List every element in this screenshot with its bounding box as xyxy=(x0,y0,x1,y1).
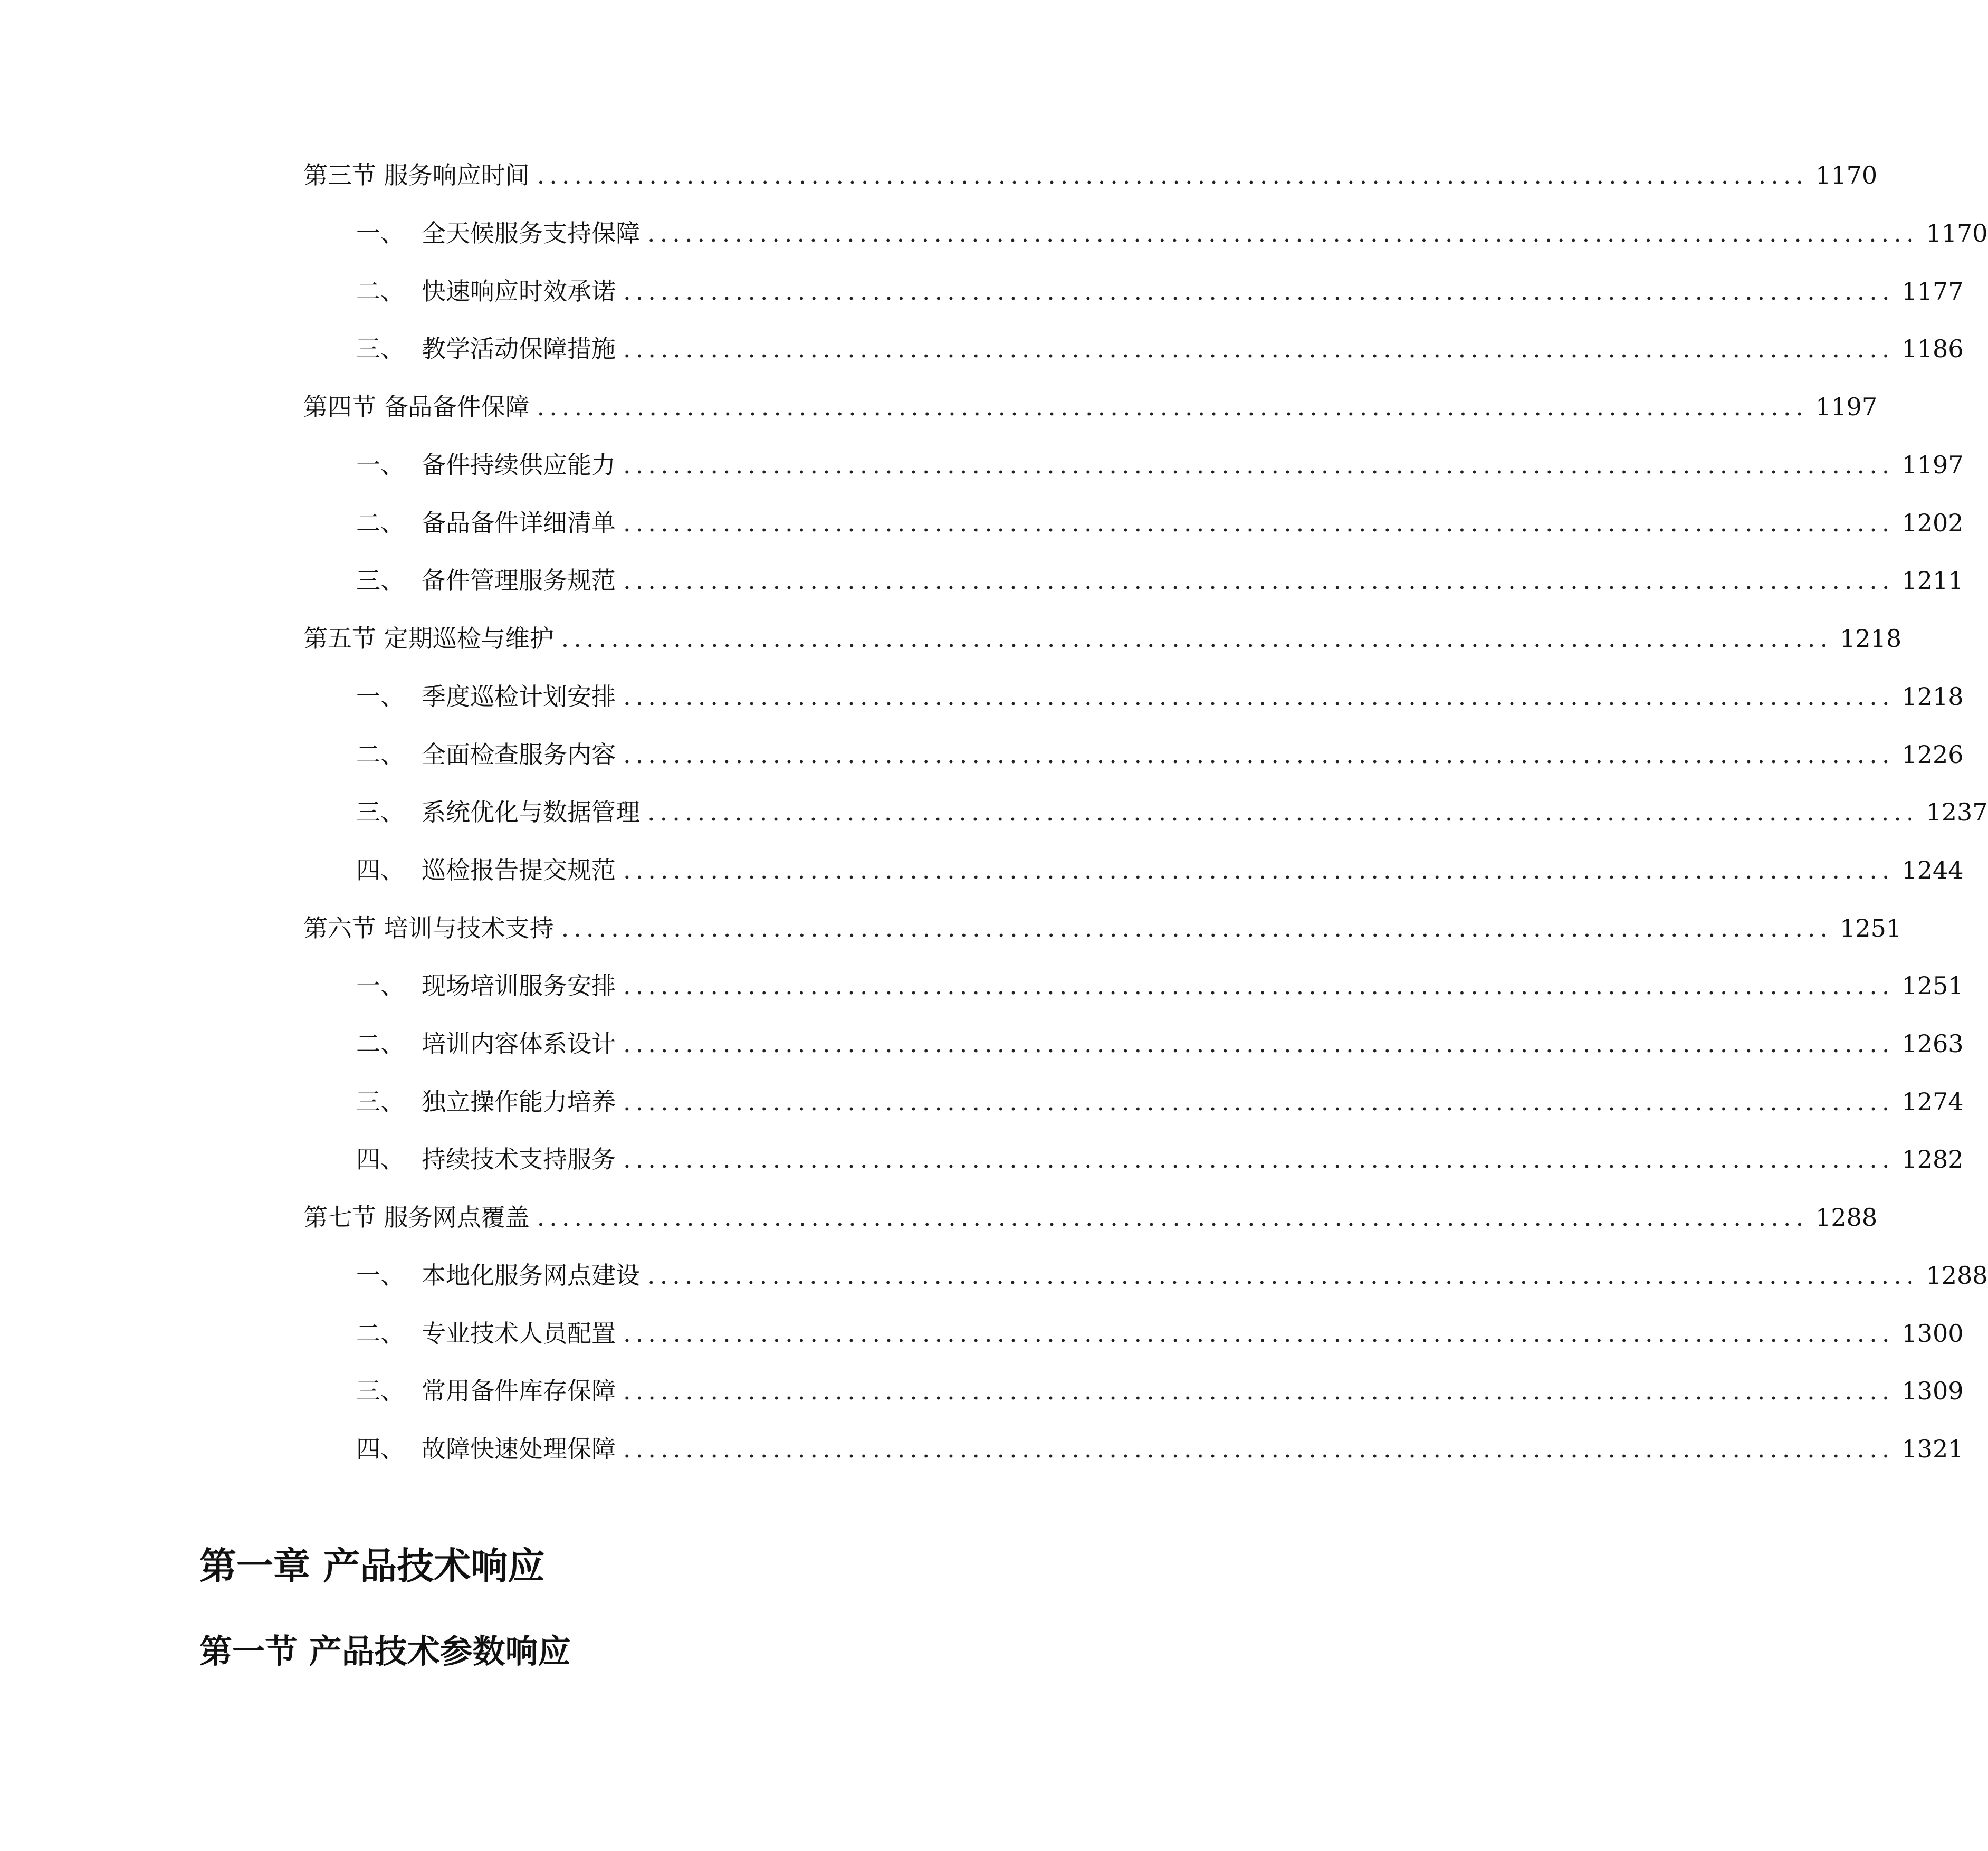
toc-page-number: 1288 xyxy=(1926,1261,1988,1290)
toc-page-number: 1282 xyxy=(1901,1145,1964,1173)
toc-section-row[interactable] xyxy=(303,154,1878,196)
toc-page-number: 1186 xyxy=(1901,335,1964,363)
toc-page-number: 1244 xyxy=(1901,856,1964,884)
toc-item-row[interactable] xyxy=(356,1254,1988,1296)
toc-dot-leader: ...................................................................................................... xyxy=(623,740,1895,769)
toc-item-row[interactable] xyxy=(356,675,1964,718)
toc-dot-leader: ...................................................................................................... xyxy=(623,1029,1895,1058)
toc-row-title: 教学活动保障措施 xyxy=(422,335,616,363)
toc-row-number: 一、 xyxy=(356,451,405,479)
toc-row-number: 三、 xyxy=(356,566,405,595)
toc-row-title: 第三节 服务响应时间 xyxy=(303,161,530,189)
toc-item-row[interactable] xyxy=(356,270,1964,312)
toc-page-number: 1226 xyxy=(1901,740,1964,769)
toc-row-title: 全面检查服务内容 xyxy=(422,740,616,769)
toc-page-number: 1263 xyxy=(1901,1029,1964,1058)
toc-item-row[interactable] xyxy=(356,212,1988,254)
toc-dot-leader: ...................................................................................................... xyxy=(623,566,1895,595)
toc-row-title: 第六节 培训与技术支持 xyxy=(303,914,554,942)
toc-dot-leader: ...................................................................................................... xyxy=(623,1377,1895,1405)
toc-row-title: 系统优化与数据管理 xyxy=(422,798,640,826)
toc-row-number: 四、 xyxy=(356,856,405,884)
toc-item-row[interactable] xyxy=(356,849,1964,891)
toc-row-title: 巡检报告提交规范 xyxy=(422,856,616,884)
toc-dot-leader: ...................................................................................................... xyxy=(537,393,1809,421)
toc-dot-leader: ...................................................................................................... xyxy=(623,277,1895,306)
toc-item-row[interactable] xyxy=(356,1312,1964,1354)
toc-item-row[interactable] xyxy=(356,1138,1964,1180)
toc-row-number: 三、 xyxy=(356,798,405,826)
toc-dot-leader: ...................................................................................................... xyxy=(561,624,1833,653)
toc-item-row[interactable] xyxy=(356,1370,1964,1412)
toc-item-row[interactable] xyxy=(356,791,1988,833)
toc-page-number: 1274 xyxy=(1901,1087,1964,1116)
toc-item-row[interactable] xyxy=(356,328,1964,370)
toc-page-number: 1218 xyxy=(1901,682,1964,711)
section-title: 第一节 产品技术参数响应 xyxy=(199,1632,571,1671)
toc-page-number: 1251 xyxy=(1840,914,1902,942)
toc-page-number: 1309 xyxy=(1901,1377,1964,1405)
toc-row-title: 备件持续供应能力 xyxy=(422,451,616,479)
toc-item-row[interactable] xyxy=(356,444,1964,486)
toc-row-title: 备件管理服务规范 xyxy=(422,566,616,595)
toc-row-number: 四、 xyxy=(356,1435,405,1463)
toc-page-number: 1177 xyxy=(1901,277,1964,306)
toc-row-title: 独立操作能力培养 xyxy=(422,1087,616,1116)
toc-dot-leader: ...................................................................................................... xyxy=(623,451,1895,479)
toc-row-number: 四、 xyxy=(356,1145,405,1173)
toc-row-number: 二、 xyxy=(356,509,405,537)
toc-section-row[interactable] xyxy=(303,907,1902,949)
toc-page-number: 1321 xyxy=(1901,1435,1964,1463)
toc-dot-leader: ...................................................................................................... xyxy=(623,1435,1895,1463)
toc-row-title: 第五节 定期巡检与维护 xyxy=(303,624,554,653)
toc-row-title: 培训内容体系设计 xyxy=(422,1029,616,1058)
toc-row-number: 二、 xyxy=(356,1029,405,1058)
toc-dot-leader: ...................................................................................................... xyxy=(623,1319,1895,1348)
toc-row-number: 二、 xyxy=(356,277,405,306)
toc-item-row[interactable] xyxy=(356,1428,1964,1470)
toc-dot-leader: ...................................................................................................... xyxy=(647,219,1919,247)
toc-row-number: 一、 xyxy=(356,1261,405,1290)
toc-page-number: 1197 xyxy=(1901,451,1964,479)
toc-row-number: 二、 xyxy=(356,1319,405,1348)
toc-page-number: 1170 xyxy=(1815,161,1878,189)
toc-page-number: 1237 xyxy=(1926,798,1988,826)
toc-row-number: 三、 xyxy=(356,1377,405,1405)
toc-row-title: 本地化服务网点建设 xyxy=(422,1261,640,1290)
toc-row-title: 现场培训服务安排 xyxy=(422,971,616,1000)
toc-row-title: 季度巡检计划安排 xyxy=(422,682,616,711)
toc-dot-leader: ...................................................................................................... xyxy=(647,798,1919,826)
toc-dot-leader: ...................................................................................................... xyxy=(623,682,1895,711)
chapter-title: 第一章 产品技术响应 xyxy=(199,1544,545,1588)
toc-row-title: 第七节 服务网点覆盖 xyxy=(303,1203,530,1232)
toc-row-title: 常用备件库存保障 xyxy=(422,1377,616,1405)
toc-dot-leader: ...................................................................................................... xyxy=(623,509,1895,537)
toc-page-number: 1251 xyxy=(1901,971,1964,1000)
toc-dot-leader: ...................................................................................................... xyxy=(537,161,1809,189)
toc-section-row[interactable] xyxy=(303,386,1878,428)
toc-row-title: 持续技术支持服务 xyxy=(422,1145,616,1173)
toc-page-number: 1170 xyxy=(1926,219,1988,247)
toc-page-number: 1300 xyxy=(1901,1319,1964,1348)
toc-item-row[interactable] xyxy=(356,559,1964,602)
toc-row-title: 全天候服务支持保障 xyxy=(422,219,640,247)
toc-item-row[interactable] xyxy=(356,1081,1964,1123)
toc-page-number: 1218 xyxy=(1840,624,1902,653)
toc-item-row[interactable] xyxy=(356,502,1964,544)
toc-row-title: 快速响应时效承诺 xyxy=(422,277,616,306)
toc-dot-leader: ...................................................................................................... xyxy=(623,1087,1895,1116)
toc-page-number: 1288 xyxy=(1815,1203,1878,1232)
toc-row-title: 故障快速处理保障 xyxy=(422,1435,616,1463)
toc-row-number: 一、 xyxy=(356,971,405,1000)
toc-row-title: 第四节 备品备件保障 xyxy=(303,393,530,421)
toc-row-number: 二、 xyxy=(356,740,405,769)
toc-dot-leader: ...................................................................................................... xyxy=(623,335,1895,363)
toc-section-row[interactable] xyxy=(303,1196,1878,1238)
toc-section-row[interactable] xyxy=(303,617,1902,660)
toc-dot-leader: ...................................................................................................... xyxy=(647,1261,1919,1290)
toc-row-number: 一、 xyxy=(356,219,405,247)
toc-row-title: 专业技术人员配置 xyxy=(422,1319,616,1348)
toc-item-row[interactable] xyxy=(356,965,1964,1007)
toc-row-number: 三、 xyxy=(356,1087,405,1116)
toc-item-row[interactable] xyxy=(356,733,1964,776)
toc-page-number: 1202 xyxy=(1901,509,1964,537)
toc-row-title: 备品备件详细清单 xyxy=(422,509,616,537)
toc-page-number: 1197 xyxy=(1815,393,1878,421)
toc-dot-leader: ...................................................................................................... xyxy=(623,971,1895,1000)
toc-dot-leader: ...................................................................................................... xyxy=(623,856,1895,884)
toc-row-number: 三、 xyxy=(356,335,405,363)
toc-item-row[interactable] xyxy=(356,1023,1964,1065)
toc-dot-leader: ...................................................................................................... xyxy=(623,1145,1895,1173)
toc-dot-leader: ...................................................................................................... xyxy=(537,1203,1809,1232)
toc-dot-leader: ...................................................................................................... xyxy=(561,914,1833,942)
toc-row-number: 一、 xyxy=(356,682,405,711)
toc-page-number: 1211 xyxy=(1901,566,1964,595)
